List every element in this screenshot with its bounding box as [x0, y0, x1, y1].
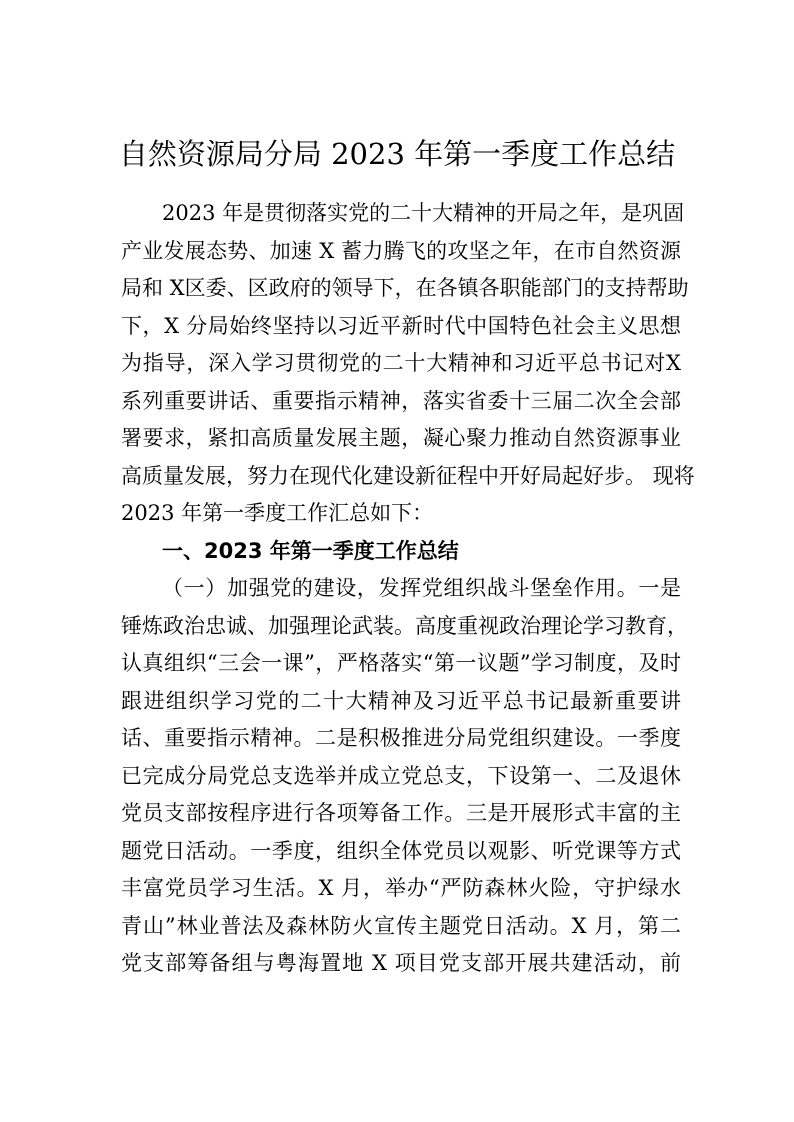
paragraph-line: 丰富党员学习生活。X 月，举办“严防森林火险，守护绿水 [121, 876, 681, 900]
paragraph-line: 下，X 分局始终坚持以习近平新时代中国特色社会主义思想 [121, 314, 681, 338]
paragraph-line: 党支部筹备组与粤海置地 X 项目党支部开展共建活动，前 [121, 951, 681, 975]
paragraph-line: 2023 年是贯彻落实党的二十大精神的开局之年，是巩固 [162, 201, 685, 225]
paragraph-line: 系列重要讲话、重要指示精神，落实省委十三届二次全会部 [121, 389, 681, 413]
paragraph-line: 高质量发展，努力在现代化建设新征程中开好局起好步。 现将 [121, 464, 695, 488]
document-title: 自然资源局分局 2023 年第一季度工作总结 [118, 137, 676, 171]
paragraph-line: 题党日活动。一季度，组织全体党员以观影、听党课等方式 [121, 839, 681, 863]
paragraph-line: 产业发展态势、加速 X 蓄力腾飞的攻坚之年，在市自然资源 [121, 239, 681, 263]
paragraph-line: 署要求，紧扣高质量发展主题，凝心聚力推动自然资源事业 [121, 426, 681, 450]
paragraph-line: 局和 X区委、区政府的领导下，在各镇各职能部门的支持帮助 [121, 276, 689, 300]
paragraph-line: 已完成分局党总支选举并成立党总支，下设第一、二及退休 [121, 764, 681, 788]
paragraph-line: 跟进组织学习党的二十大精神及习近平总书记最新重要讲 [121, 689, 681, 713]
paragraph-line: 为指导，深入学习贯彻党的二十大精神和习近平总书记对X [121, 351, 681, 375]
paragraph-line: 锤炼政治忠诚、加强理论武装。高度重视政治理论学习教育， [121, 614, 688, 638]
paragraph-line: 党员支部按程序进行各项筹备工作。三是开展形式丰富的主 [121, 801, 681, 825]
paragraph-line: （一）加强党的建设，发挥党组织战斗堡垒作用。一是 [162, 576, 681, 600]
paragraph-line: 青山”林业普法及森林防火宣传主题党日活动。X 月，第二 [121, 914, 681, 938]
paragraph-line: 话、重要指示精神。二是积极推进分局党组织建设。一季度 [121, 726, 681, 750]
paragraph-line: 认真组织“三会一课”，严格落实“第一议题”学习制度，及时 [121, 651, 681, 675]
section-heading: 一、2023 年第一季度工作总结 [162, 539, 459, 563]
paragraph-line: 2023 年第一季度工作汇总如下： [121, 501, 434, 525]
